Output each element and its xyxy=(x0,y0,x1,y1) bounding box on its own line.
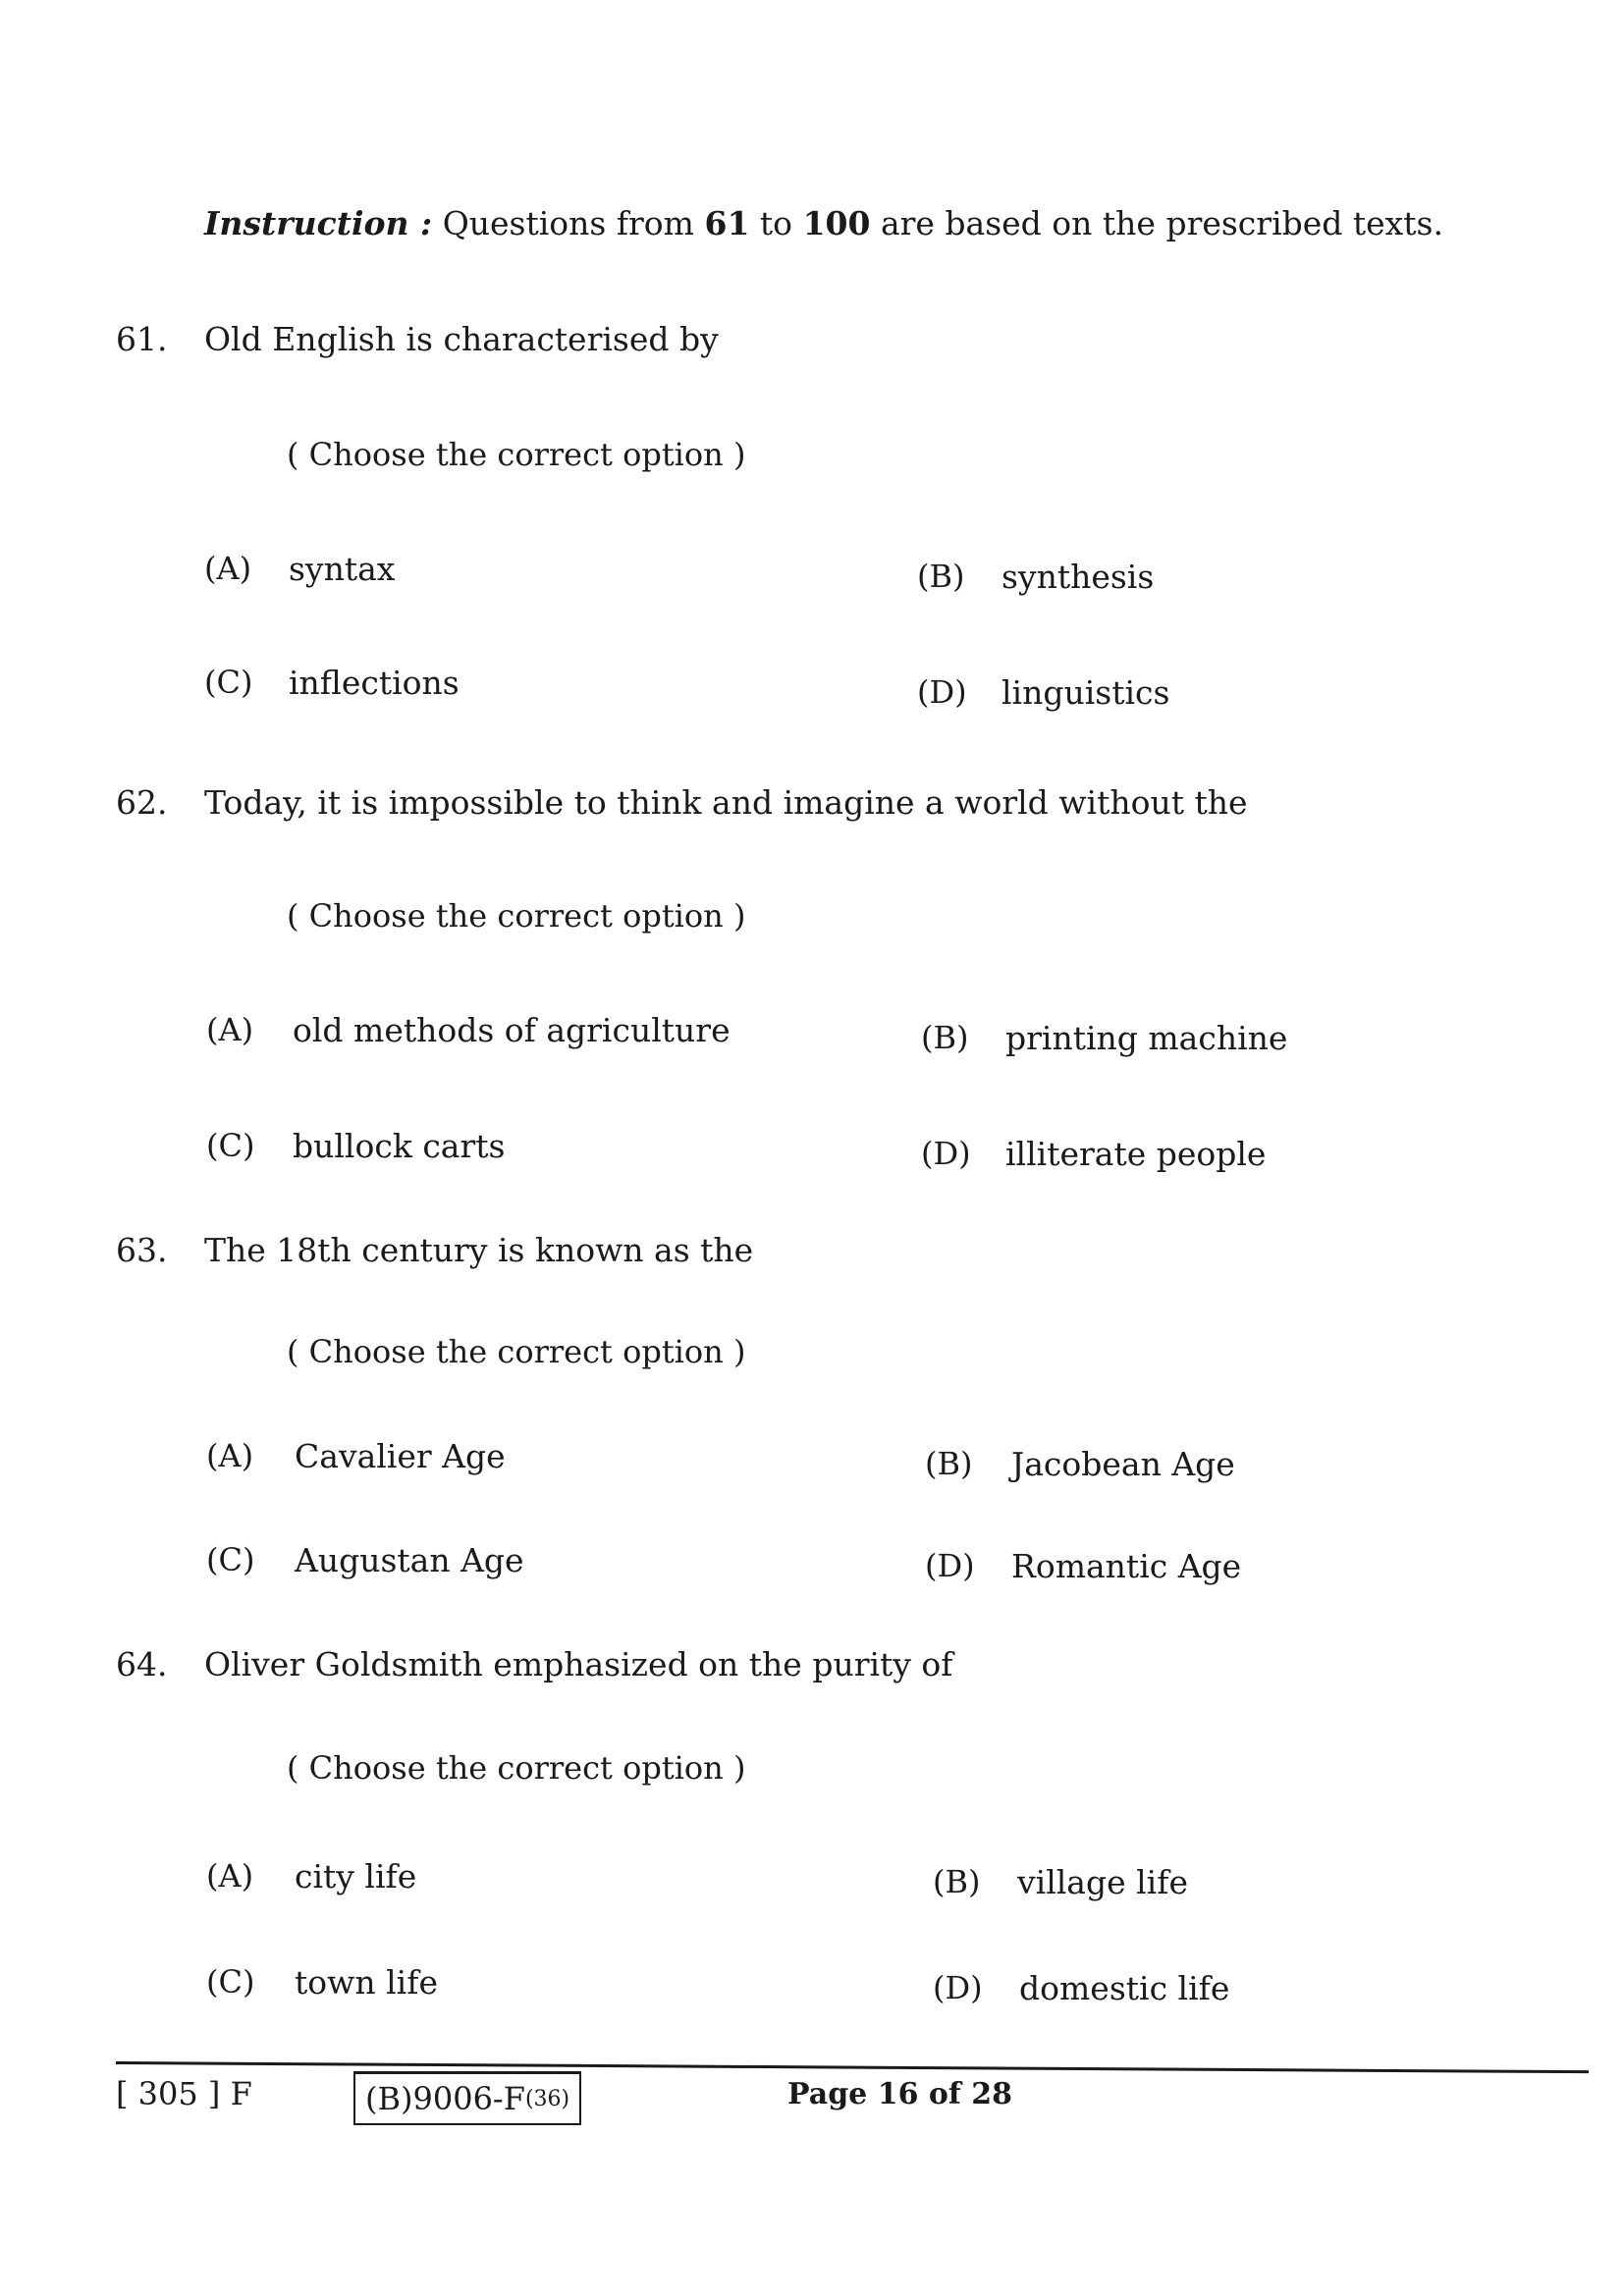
option-letter: (D) xyxy=(925,1547,975,1584)
option-text: printing machine xyxy=(1005,1019,1288,1057)
question-prompt: ( Choose the correct option ) xyxy=(287,436,746,473)
instruction xyxy=(204,204,1443,242)
question-prompt: ( Choose the correct option ) xyxy=(287,1333,746,1370)
option-text: bullock carts xyxy=(293,1127,506,1165)
question-text: Oliver Goldsmith emphasized on the purity of xyxy=(204,1645,953,1683)
option-text: town life xyxy=(295,1963,438,2002)
option-letter: (A) xyxy=(206,1011,254,1048)
question-number: 64. xyxy=(116,1645,168,1683)
option-text: syntax xyxy=(289,550,396,588)
question-number: 61. xyxy=(116,320,168,358)
option-text: village life xyxy=(1017,1863,1188,1901)
option-letter: (B) xyxy=(917,558,965,595)
option-text: synthesis xyxy=(1001,558,1155,596)
booklet-code-box xyxy=(353,2071,581,2125)
booklet-code: (B)9006-F xyxy=(365,2080,525,2117)
option-text: linguistics xyxy=(1001,673,1170,712)
instruction-text-before: Questions from xyxy=(442,204,694,242)
option-letter: (C) xyxy=(206,1127,255,1164)
question-number: 63. xyxy=(116,1231,168,1269)
option-letter: (A) xyxy=(204,550,252,587)
instruction-text-after: are based on the prescribed texts. xyxy=(880,204,1443,242)
question-number: 62. xyxy=(116,783,168,822)
option-letter: (C) xyxy=(204,664,253,701)
question-text: Old English is characterised by xyxy=(204,320,719,358)
option-letter: (C) xyxy=(206,1963,255,2001)
option-letter: (D) xyxy=(921,1135,971,1172)
option-text: Augustan Age xyxy=(295,1541,524,1579)
option-text: Cavalier Age xyxy=(295,1437,506,1475)
instruction-to: 100 xyxy=(802,204,871,242)
question-prompt: ( Choose the correct option ) xyxy=(287,1749,746,1787)
option-text: inflections xyxy=(289,664,460,702)
option-text: domestic life xyxy=(1019,1969,1230,2007)
question-text: Today, it is impossible to think and imagine a world without the xyxy=(204,783,1248,822)
paper-code: [ 305 ] F xyxy=(116,2075,252,2112)
option-letter: (B) xyxy=(925,1445,973,1482)
instruction-label: Instruction : xyxy=(204,204,433,242)
question-prompt: ( Choose the correct option ) xyxy=(287,897,746,934)
option-letter: (D) xyxy=(933,1969,983,2006)
option-text: illiterate people xyxy=(1005,1135,1267,1173)
booklet-suffix: (36) xyxy=(524,2086,570,2111)
option-letter: (A) xyxy=(206,1437,254,1474)
page-number: Page 16 of 28 xyxy=(787,2077,1012,2111)
footer-divider xyxy=(116,2061,1589,2073)
option-letter: (B) xyxy=(933,1863,981,1900)
option-text: old methods of agriculture xyxy=(293,1011,731,1049)
option-text: Romantic Age xyxy=(1011,1547,1242,1585)
option-letter: (B) xyxy=(921,1019,969,1056)
option-text: city life xyxy=(295,1857,417,1896)
instruction-from: 61 xyxy=(704,204,750,242)
option-letter: (D) xyxy=(917,673,967,711)
option-text: Jacobean Age xyxy=(1011,1445,1235,1483)
question-text: The 18th century is known as the xyxy=(204,1231,754,1269)
option-letter: (A) xyxy=(206,1857,254,1895)
option-letter: (C) xyxy=(206,1541,255,1578)
instruction-to-word: to xyxy=(759,204,793,242)
